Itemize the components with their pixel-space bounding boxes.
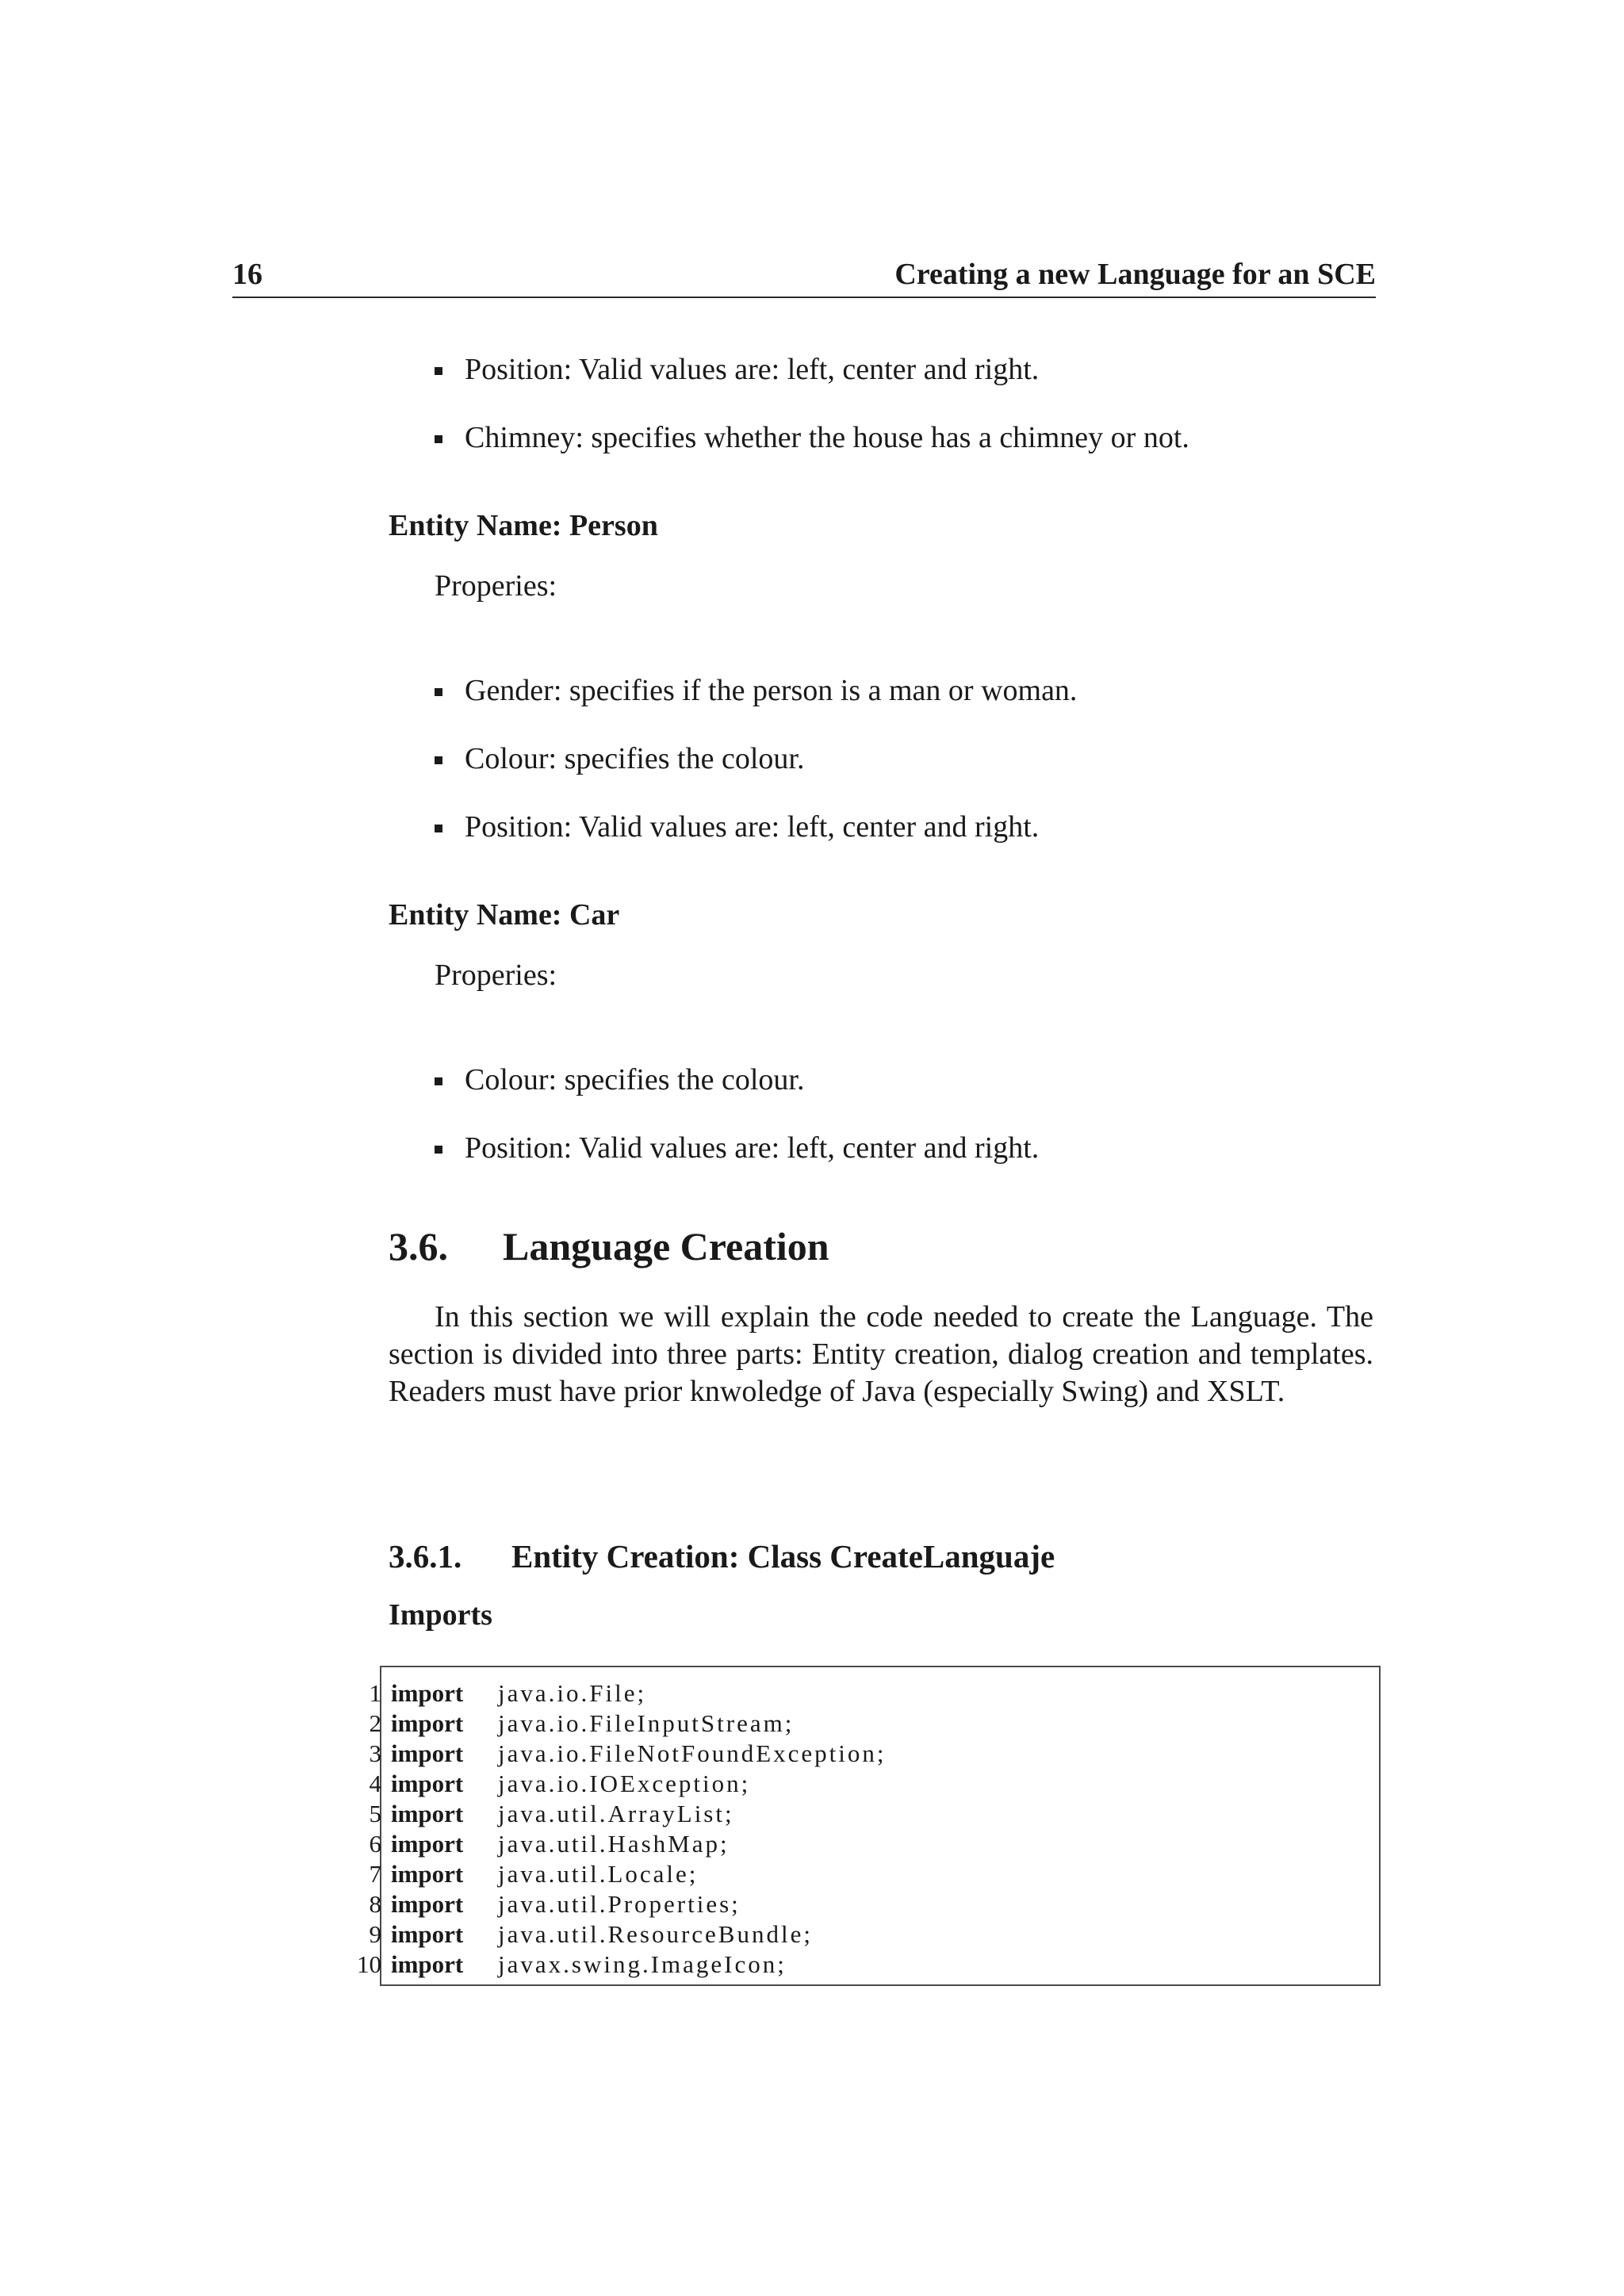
code-listing — [357, 1666, 1381, 1986]
line-number: 8 — [369, 1890, 381, 1918]
code-text: java.util.Locale; — [498, 1860, 699, 1888]
list-item-text: Chimney: specifies whether the house has a chimney or not. — [465, 421, 1189, 454]
list-item-text: Position: Valid values are: left, center and right. — [465, 1131, 1040, 1165]
code-keyword: import — [391, 1739, 464, 1767]
code-keyword: import — [391, 1709, 464, 1737]
code-text: java.util.ResourceBundle; — [498, 1920, 813, 1948]
code-keyword: import — [391, 1890, 464, 1918]
bullet-icon — [435, 1146, 442, 1154]
imports-heading: Imports — [389, 1598, 492, 1632]
code-keyword: import — [391, 1860, 464, 1888]
running-header — [232, 252, 1376, 298]
entity-heading-person: Entity Name: Person — [389, 509, 658, 542]
list-item-text: Colour: specifies the colour. — [465, 742, 805, 775]
section-paragraph — [389, 1299, 1373, 1410]
line-number: 6 — [369, 1830, 381, 1858]
paragraph-text: In this section we will explain the code needed to create the Language. The section is divided into three parts: Entity creation, dialog creation and templates. Readers must have prior knwoledge of Java (especially Swing) and XSLT. — [389, 1300, 1373, 1408]
list-item — [435, 671, 1078, 710]
code-text: java.io.FileInputStream; — [498, 1709, 795, 1737]
line-number: 1 — [369, 1679, 381, 1707]
code-keyword: import — [391, 1920, 464, 1948]
bullet-icon — [435, 825, 442, 832]
list-item — [435, 418, 1189, 457]
code-keyword: import — [391, 1679, 464, 1707]
line-number: 3 — [369, 1739, 381, 1767]
code-text: java.io.IOException; — [498, 1770, 751, 1797]
section-number: 3.6. — [389, 1224, 448, 1269]
bullet-icon — [435, 435, 442, 443]
list-item — [435, 1060, 805, 1100]
code-keyword: import — [391, 1830, 464, 1858]
subsection-heading — [389, 1534, 1055, 1578]
code-text: java.util.Properties; — [498, 1890, 741, 1918]
line-number: 7 — [369, 1860, 381, 1888]
subsection-title: Entity Creation: Class CreateLanguaje — [511, 1538, 1055, 1575]
line-number: 2 — [369, 1709, 381, 1737]
entity-heading-car: Entity Name: Car — [389, 898, 620, 932]
list-item-text: Position: Valid values are: left, center and right. — [465, 353, 1040, 386]
code-text: javax.swing.ImageIcon; — [498, 1950, 787, 1978]
bullet-icon — [435, 1077, 442, 1085]
properties-label: Properies: — [435, 569, 557, 603]
chapter-title: Creating a new Language for an SCE — [894, 258, 1376, 291]
list-item — [435, 350, 1040, 389]
bullet-icon — [435, 756, 442, 764]
section-title: Language Creation — [503, 1224, 829, 1269]
line-number: 5 — [369, 1800, 381, 1827]
line-number: 9 — [369, 1920, 381, 1948]
list-item-text: Gender: specifies if the person is a man or woman. — [465, 674, 1078, 707]
page-number: 16 — [232, 258, 262, 291]
code-keyword: import — [391, 1950, 464, 1978]
properties-label: Properies: — [435, 959, 557, 992]
list-item — [435, 739, 805, 779]
subsection-number: 3.6.1. — [389, 1538, 462, 1575]
code-text: java.io.File; — [498, 1679, 647, 1707]
line-number: 4 — [369, 1770, 381, 1797]
list-item-text: Colour: specifies the colour. — [465, 1063, 805, 1096]
code-keyword: import — [391, 1770, 464, 1797]
section-heading — [389, 1221, 829, 1272]
bullet-icon — [435, 367, 442, 375]
bullet-icon — [435, 688, 442, 696]
list-item — [435, 1128, 1040, 1168]
line-number: 10 — [357, 1950, 381, 1978]
code-keyword: import — [391, 1800, 464, 1827]
list-item — [435, 807, 1040, 847]
code-text: java.util.HashMap; — [498, 1830, 730, 1858]
code-text: java.io.FileNotFoundException; — [498, 1739, 887, 1767]
code-text: java.util.ArrayList; — [498, 1800, 734, 1827]
list-item-text: Position: Valid values are: left, center and right. — [465, 810, 1040, 844]
